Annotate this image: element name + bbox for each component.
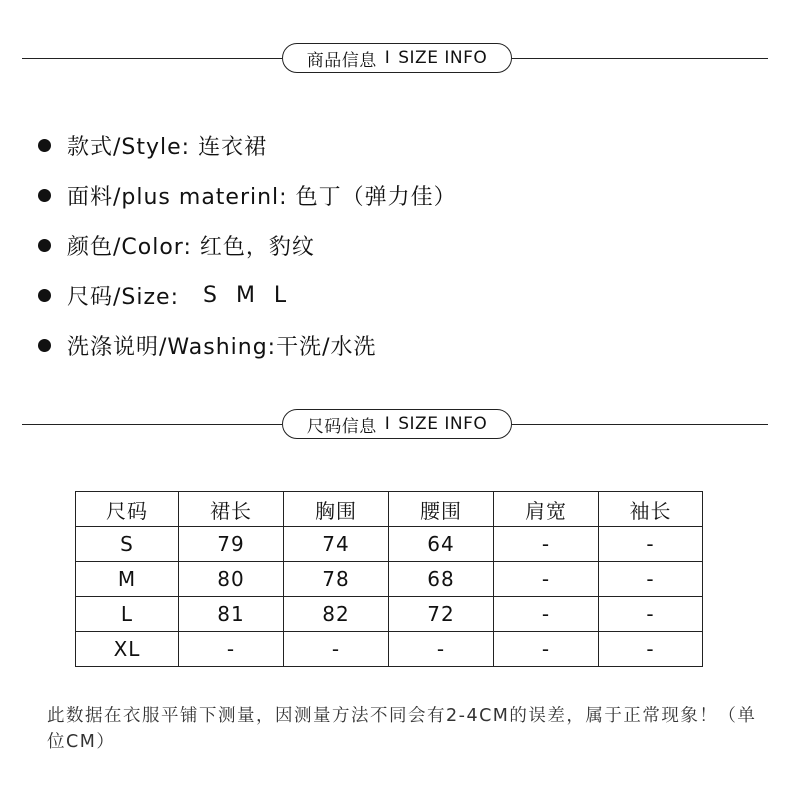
spec-label: 尺码/Size:	[67, 284, 179, 310]
table-cell: 64	[389, 527, 494, 562]
table-cell: 72	[389, 597, 494, 632]
product-info-header	[0, 43, 790, 73]
spec-item-color	[38, 220, 457, 270]
size-info-pill	[282, 409, 512, 439]
spec-value: 干洗/水洗	[276, 334, 377, 360]
title-separator: I	[384, 414, 391, 434]
table-cell: -	[494, 597, 599, 632]
spec-item-style	[38, 120, 457, 170]
table-header-cell: 袖长	[599, 492, 703, 527]
table-cell: 82	[284, 597, 389, 632]
table-row	[76, 562, 703, 597]
table-cell: -	[494, 527, 599, 562]
table-row	[76, 527, 703, 562]
bullet-icon	[38, 189, 51, 202]
table-cell: 78	[284, 562, 389, 597]
table-cell: L	[76, 597, 179, 632]
spec-label: 颜色/Color:	[67, 234, 192, 260]
divider-line-right	[512, 424, 768, 425]
table-row	[76, 632, 703, 667]
spec-value: 红色，豹纹	[199, 234, 315, 260]
table-cell: -	[284, 632, 389, 667]
table-header-cell: 腰围	[389, 492, 494, 527]
table-cell: -	[494, 632, 599, 667]
divider-line-left	[22, 424, 282, 425]
table-cell: 80	[179, 562, 284, 597]
table-header-row	[76, 492, 703, 527]
spec-label: 洗涤说明/Washing:	[67, 334, 277, 360]
table-cell: -	[494, 562, 599, 597]
divider-line-right	[512, 58, 768, 59]
table-cell: 68	[389, 562, 494, 597]
table-cell: XL	[76, 632, 179, 667]
bullet-icon	[38, 139, 51, 152]
table-cell: -	[599, 632, 703, 667]
table-header-cell: 肩宽	[494, 492, 599, 527]
table-cell: S	[76, 527, 179, 562]
product-info-title-cn: 商品信息	[306, 50, 377, 71]
measurement-footnote: 此数据在衣服平铺下测量，因测量方法不同会有2-4CM的误差，属于正常现象！（单位CM）	[47, 706, 757, 752]
table-cell: -	[599, 562, 703, 597]
divider-line-left	[22, 58, 282, 59]
table-cell: 74	[284, 527, 389, 562]
size-table	[75, 491, 703, 667]
product-info-pill	[282, 43, 512, 73]
spec-item-washing	[38, 320, 457, 370]
table-header-cell: 裙长	[179, 492, 284, 527]
size-info-title-cn: 尺码信息	[306, 416, 377, 437]
bullet-icon	[38, 239, 51, 252]
spec-label: 面料/plus materinl:	[67, 184, 288, 210]
table-cell: -	[599, 527, 703, 562]
product-info-title-en: SIZE INFO	[398, 48, 488, 68]
table-cell: 81	[179, 597, 284, 632]
bullet-icon	[38, 339, 51, 352]
table-cell: M	[76, 562, 179, 597]
size-info-title-en: SIZE INFO	[398, 414, 488, 434]
table-cell: 79	[179, 527, 284, 562]
size-info-header	[0, 409, 790, 439]
spec-value: 色丁（弹力佳）	[295, 184, 457, 210]
table-cell: -	[389, 632, 494, 667]
bullet-icon	[38, 289, 51, 302]
spec-list	[38, 120, 457, 370]
table-cell: -	[179, 632, 284, 667]
table-cell: -	[599, 597, 703, 632]
spec-item-size	[38, 270, 457, 320]
title-separator: I	[384, 48, 391, 68]
table-row	[76, 597, 703, 632]
spec-item-material	[38, 170, 457, 220]
table-header-cell: 尺码	[76, 492, 179, 527]
spec-value: S M L	[202, 282, 293, 308]
spec-value: 连衣裙	[198, 134, 268, 160]
spec-label: 款式/Style:	[67, 134, 191, 160]
table-header-cell: 胸围	[284, 492, 389, 527]
